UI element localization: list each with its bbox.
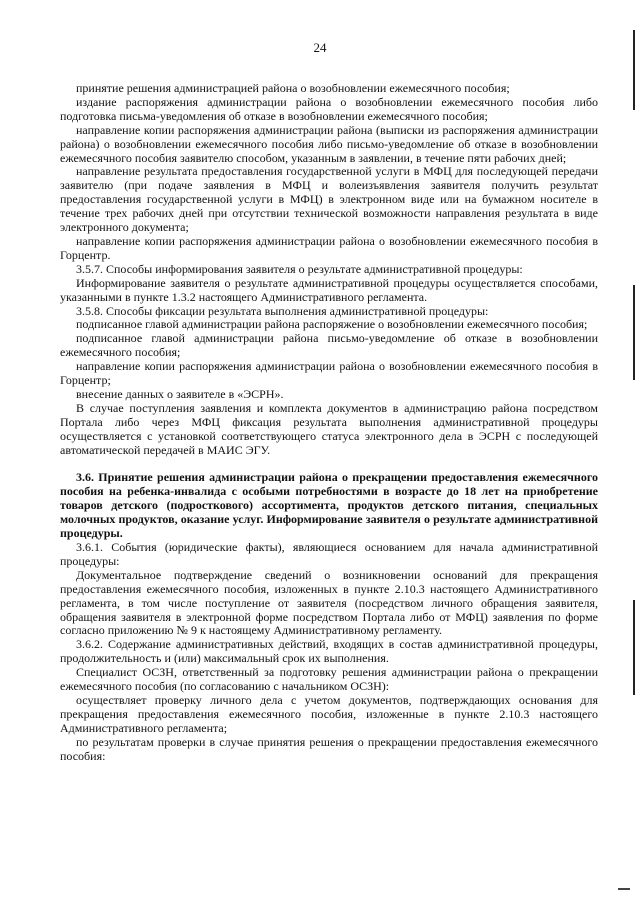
scan-edge-line	[633, 600, 635, 695]
paragraph: направление копии распоряжения администрации района о возобновлении ежемесячного пособия в Горцентр;	[60, 359, 598, 388]
scan-edge-mark	[618, 888, 630, 890]
paragraph: 3.6.1. События (юридические факты), являющиеся основанием для начала административной процедуры:	[60, 540, 598, 568]
paragraph: подписанное главой администрации района распоряжение о возобновлении ежемесячного пособия;	[76, 317, 588, 332]
paragraph: направление копии распоряжения администрации района (выписки из распоряжения администрации района) о возобновлении ежемесячного пособия либо письмо-уведомление об отказе в возобновлении ежемесячного пособия заявителю способом, указанным в заявлении, в течение пяти рабочих дней;	[60, 122, 598, 165]
paragraph: осуществляет проверку личного дела с учетом документов, подтверждающих основания для прекращения предоставления ежемесячного пособия, изложенные в пункте 2.10.3 настоящего Административного регламента;	[60, 692, 598, 735]
paragraph: направление копии распоряжения администрации района о возобновлении ежемесячного пособия в Горцентр.	[60, 233, 598, 262]
paragraph: 3.5.7. Способы информирования заявителя о результате административной процедуры:	[76, 261, 523, 276]
paragraph: Документальное подтверждение сведений о возникновении оснований для прекращения предоставления ежемесячного пособия, изложенных в пункте 2.10.3 настоящего Административного регламента, в том числе поступление от заявителя (посредством личного обращения заявителя, обращения заявителя в электронной форме посредством Портала либо от МФЦ) заявления по форме согласно приложению № 9 к настоящему Административному регламенту.	[60, 567, 598, 638]
paragraph: издание распоряжения администрации района о возобновлении ежемесячного пособия либо подготовка письма-уведомления об отказе в возобновлении ежемесячного пособия;	[60, 94, 598, 123]
scan-edge-line	[633, 285, 635, 380]
paragraph: внесение данных о заявителе в «ЭСРН».	[76, 386, 284, 401]
paragraph: подписанное главой администрации района письмо-уведомление об отказе в возобновлении ежемесячного пособия;	[60, 331, 598, 360]
document-body	[60, 82, 598, 764]
paragraph: Информирование заявителя о результате административной процедуры осуществляется способами, указанными в пункте 1.3.2 настоящего Административного регламента.	[60, 275, 598, 304]
scan-edge-line	[633, 30, 635, 110]
paragraph: 3.6.2. Содержание административных действий, входящих в состав административной процедуры, продолжительность и (или) максимальный срок их выполнения.	[60, 637, 598, 666]
paragraph: принятие решения администрацией района о возобновлении ежемесячного пособия;	[76, 81, 510, 95]
paragraph: 3.5.8. Способы фиксации результата выполнения административной процедуры:	[76, 303, 489, 318]
section-heading: 3.6. Принятие решения администрации района о прекращении предоставления ежемесячного пособия на ребенка-инвалида с особыми потребностями в возрасте до 18 лет на приобретение товаров детского (подросткового) ассортимента, продуктов детского питания, специальных молочных продуктов, оказание услуг. Информирование заявителя о результате административной процедуры.	[60, 470, 598, 541]
paragraph: Специалист ОСЗН, ответственный за подготовку решения администрации района о прекращении ежемесячного пособия (по согласованию с начальником ОСЗН):	[60, 665, 598, 694]
paragraph: направление результата предоставления государственной услуги в МФЦ для последующей передачи заявителю (при подаче заявления в МФЦ и волеизъявления заявителя получить результат предоставления государственной услуги в МФЦ) в электронном виде или на бумажном носителе в течение трех рабочих дней при отсутствии технической возможности направления результата в виде электронного документа;	[60, 164, 598, 235]
paragraph: по результатам проверки в случае принятия решения о прекращении предоставления ежемесячного пособия:	[60, 734, 598, 763]
page-number: 24	[313, 40, 327, 55]
paragraph: В случае поступления заявления и комплекта документов в администрацию района посредством Портала либо через МФЦ фиксация результата выполнения административной процедуры осуществляется с установкой соответствующего статуса электронного дела в ЭСРН с последующей автоматической передачей в МАИС ЭГУ.	[60, 400, 598, 457]
